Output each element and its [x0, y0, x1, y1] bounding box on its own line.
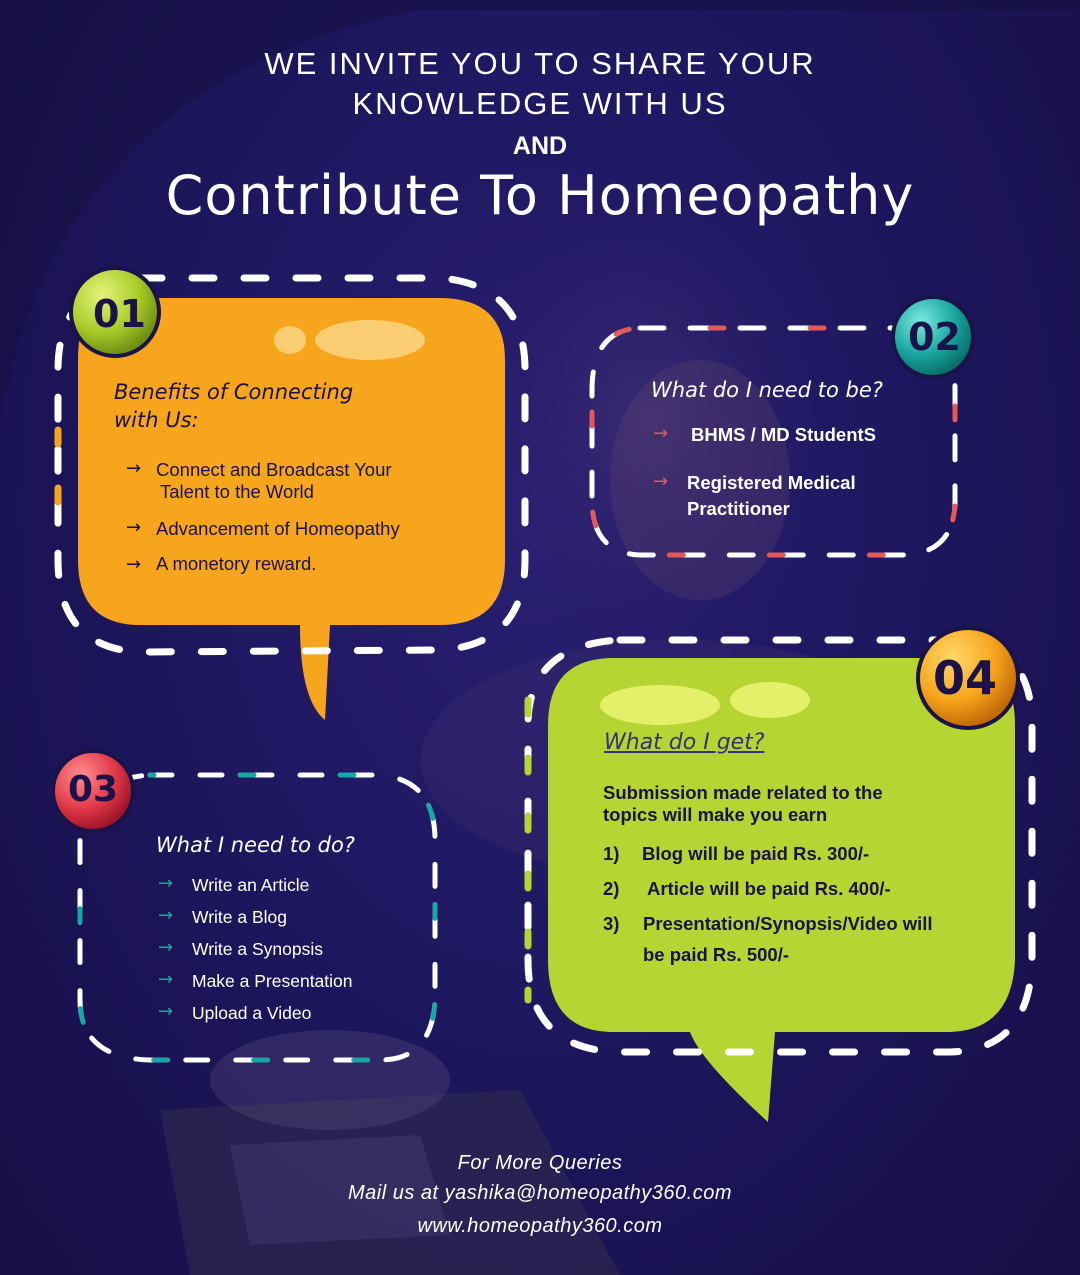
section-1-title-line-2: with Us:	[114, 408, 199, 432]
section-4-item: Presentation/Synopsis/Video will	[643, 913, 933, 934]
arrow-icon: →	[126, 554, 142, 575]
list-marker: 2)	[603, 878, 620, 899]
header-line-2: KNOWLEDGE WITH US	[352, 86, 728, 121]
section-3-number: 03	[68, 769, 119, 810]
section-4-item: be paid Rs. 500/-	[643, 944, 789, 965]
list-marker: 1)	[603, 843, 620, 864]
section-1-item: Connect and Broadcast Your	[156, 459, 392, 480]
section-2-title: What do I need to be?	[651, 378, 883, 402]
section-1-item: A monetory reward.	[156, 553, 317, 574]
header-line-1: WE INVITE YOU TO SHARE YOUR	[264, 46, 816, 81]
header-and: AND	[512, 132, 568, 160]
section-3-item: Write a Blog	[192, 907, 287, 927]
section-4-intro-line-1: Submission made related to the	[603, 782, 883, 803]
section-4-item: Article will be paid Rs. 400/-	[647, 878, 891, 899]
page-title: Contribute To Homeopathy	[165, 164, 915, 227]
arrow-icon: →	[653, 423, 669, 444]
section-4-title: What do I get?	[604, 730, 765, 755]
footer-email-link[interactable]: Mail us at yashika@homeopathy360.com	[347, 1182, 733, 1204]
arrow-icon: →	[653, 471, 669, 492]
section-3-item: Write a Synopsis	[192, 939, 323, 959]
footer-queries: For More Queries	[457, 1152, 623, 1174]
section-1-item: Talent to the World	[160, 481, 314, 502]
section-4-number: 04	[933, 651, 998, 705]
section-3-item: Make a Presentation	[192, 971, 353, 991]
section-2-number: 02	[908, 315, 961, 359]
section-4-intro-line-2: topics will make you earn	[603, 804, 828, 825]
section-1-title-line-1: Benefits of Connecting	[114, 380, 354, 404]
footer-website-link[interactable]: www.homeopathy360.com	[417, 1215, 663, 1237]
arrow-icon: →	[158, 937, 174, 958]
section-4-item: Blog will be paid Rs. 300/-	[642, 843, 870, 864]
arrow-icon: →	[158, 1001, 174, 1022]
section-1-number: 01	[93, 292, 146, 336]
section-1-item: Advancement of Homeopathy	[156, 518, 400, 539]
arrow-icon: →	[158, 969, 174, 990]
arrow-icon: →	[158, 905, 174, 926]
section-3-item: Write an Article	[192, 875, 310, 895]
section-2-item: Practitioner	[687, 498, 790, 519]
list-marker: 3)	[603, 913, 620, 934]
section-2-item: BHMS / MD StudentS	[691, 424, 876, 445]
section-3-title: What I need to do?	[156, 833, 355, 857]
section-3-item: Upload a Video	[192, 1003, 312, 1023]
arrow-icon: →	[126, 458, 142, 479]
section-2-item: Registered Medical	[687, 472, 856, 493]
arrow-icon: →	[158, 873, 174, 894]
arrow-icon: →	[126, 517, 142, 538]
